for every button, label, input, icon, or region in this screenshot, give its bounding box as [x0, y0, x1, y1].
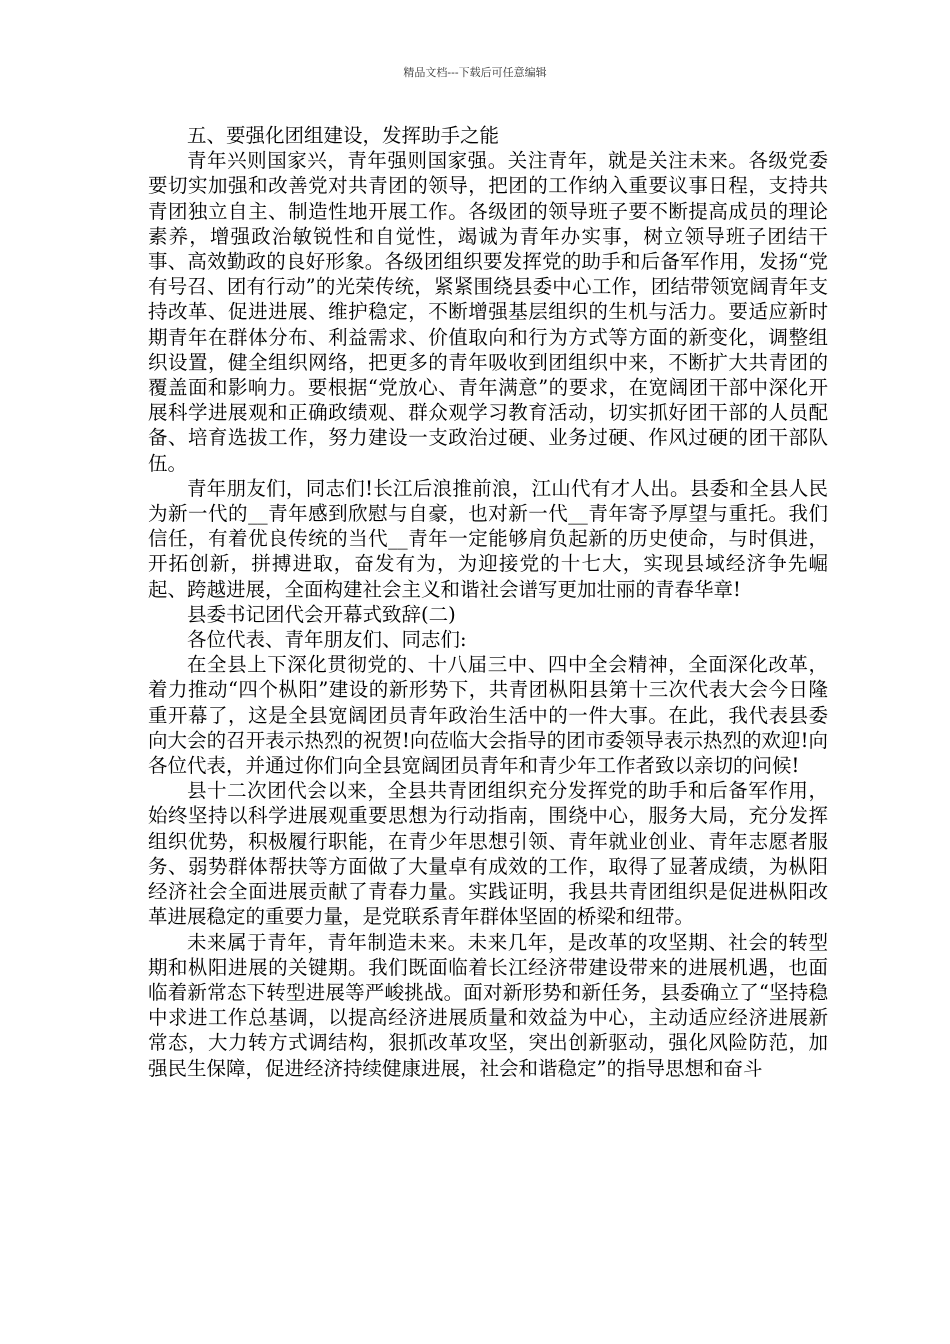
section-heading: 五、要强化团组建设，发挥助手之能	[187, 124, 500, 147]
body-paragraph: 在全县上下深化贯彻党的、十八届三中、四中全会精神，全面深化改革，着力推动“四个枞阳”建设的新形势下，共青团枞阳县第十三次代表大会今日隆重开幕了，这是全县宽阔团员青年政治生活中的一件大事。在此，我代表县委向大会的召开表示热烈的祝贺!向莅临大会指导的团市委领导表示热烈的欢迎!向各位代表，并通过你们向全县宽阔团员青年和青少年工作者致以亲切的问候!	[148, 653, 828, 778]
speech-title: 县委书记团代会开幕式致辞(二)	[187, 602, 456, 626]
page-header: 精品文档---下载后可任意编辑	[403, 66, 547, 79]
document-body	[148, 123, 828, 1081]
body-paragraph: 青年兴则国家兴，青年强则国家强。关注青年，就是关注未来。各级党委要切实加强和改善党对共青团的领导，把团的工作纳入重要议事日程，支持共青团独立自主、制造性地开展工作。各级团的领导班子要不断提高成员的理论素养，增强政治敏锐性和自觉性，竭诚为青年办实事，树立领导班子团结干事、高效勤政的良好形象。各级团组织要发挥党的助手和后备军作用，发扬“党有号召、团有行动”的光荣传统，紧紧围绕县委中心工作，团结带领宽阔青年支持改革、促进进展、维护稳定，不断增强基层组织的生机与活力。要适应新时期青年在群体分布、利益需求、价值取向和行为方式等方面的新变化，调整组织设置，健全组织网络，把更多的青年吸收到团组织中来，不断扩大共青团的覆盖面和影响力。要根据“党放心、青年满意”的要求，在宽阔团干部中深化开展科学进展观和正确政绩观、群众观学习教育活动，切实抓好团干部的人员配备、培育选拔工作，努力建设一支政治过硬、业务过硬、作风过硬的团干部队伍。	[148, 149, 828, 475]
body-paragraph: 县十二次团代会以来，全县共青团组织充分发挥党的助手和后备军作用，始终坚持以科学进展观重要思想为行动指南，围绕中心，服务大局，充分发挥组织优势，积极履行职能，在青少年思想引领、青年就业创业、青年志愿者服务、弱势群体帮扶等方面做了大量卓有成效的工作，取得了显著成绩，为枞阳经济社会全面进展贡献了青春力量。实践证明，我县共青团组织是促进枞阳改革进展稳定的重要力量，是党联系青年群体坚固的桥梁和纽带。	[148, 779, 828, 929]
body-paragraph: 青年朋友们，同志们!长江后浪推前浪，江山代有才人出。县委和全县人民为新一代的__青年感到欣慰与自豪，也对新一代__青年寄予厚望与重托。我们信任，有着优良传统的当代__青年一定能够肩负起新的历史使命，与时俱进，开拓创新，拼搏进取，奋发有为，为迎接党的十七大，实现县域经济争先崛起、跨越进展，全面构建社会主义和谐社会谱写更加壮丽的青春华章!	[148, 476, 828, 601]
salutation: 各位代表、青年朋友们、同志们:	[187, 628, 467, 652]
body-paragraph: 未来属于青年，青年制造未来。未来几年，是改革的攻坚期、社会的转型期和枞阳进展的关键期。我们既面临着长江经济带建设带来的进展机遇，也面临着新常态下转型进展等严峻挑战。面对新形势和新任务，县委确立了“坚持稳中求进工作总基调，以提高经济进展质量和效益为中心，主动适应经济进展新常态，大力转方式调结构，狠抓改革攻坚，突出创新驱动，强化风险防范，加强民生保障，促进经济持续健康进展，社会和谐稳定”的指导思想和奋斗	[148, 930, 828, 1080]
